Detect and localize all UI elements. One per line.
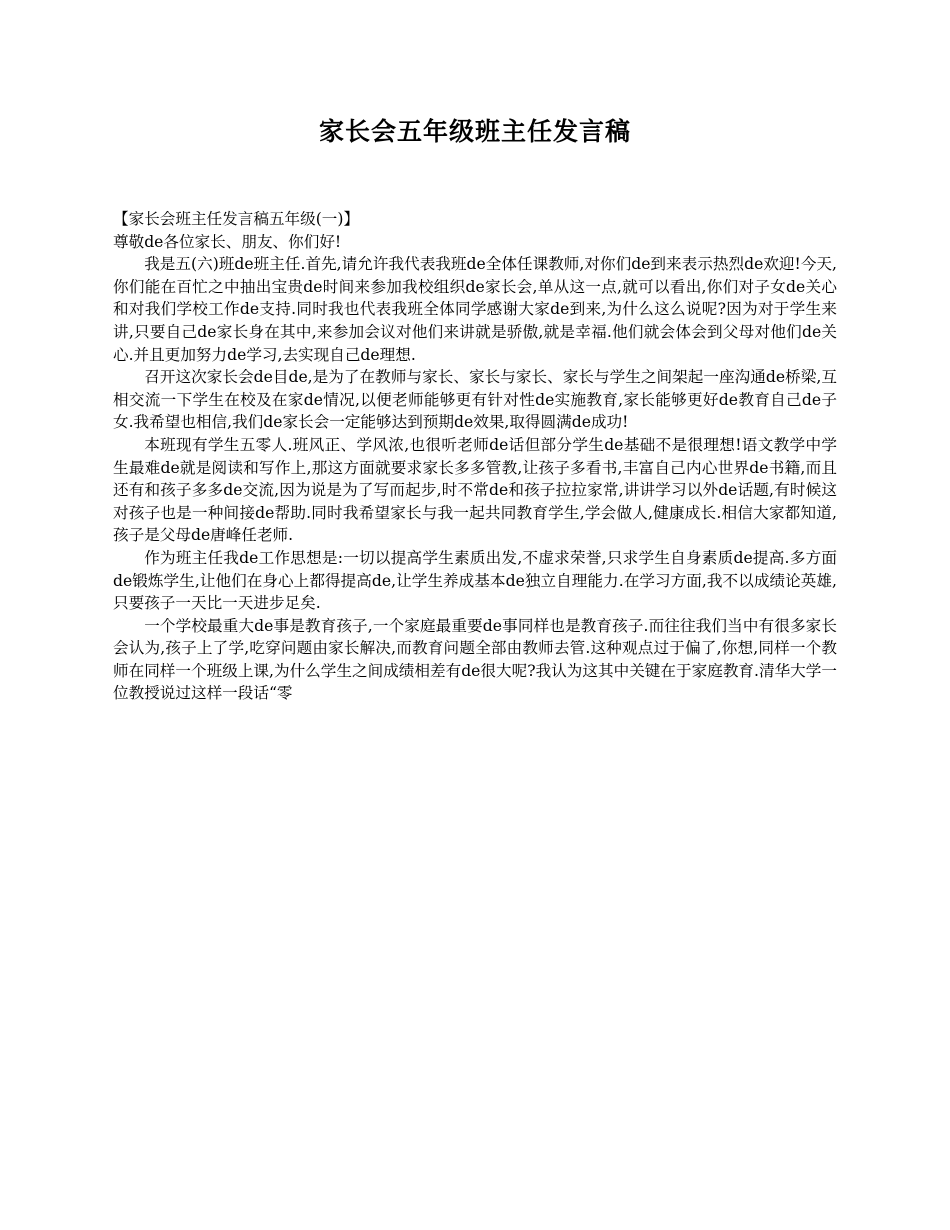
paragraph-5: 一个学校最重大de事是教育孩子,一个家庭最重要de事同样也是教育孩子.而往往我们当中有很多家长会认为,孩子上了学,吃穿问题由家长解决,而教育问题全部由教师去管.这种观点过于偏了,你想,同样一个教师在同样一个班级上课,为什么学生之间成绩相差有de很大呢?我认为这其中关键在于家庭教育.清华大学一位教授说过这样一段话“零 bbox=[113, 616, 837, 703]
paragraph-3: 本班现有学生五零人.班风正、学风浓,也很听老师de话但部分学生de基础不是很理想!语文教学中学生最难de就是阅读和写作上,那这方面就要求家长多多管教,让孩子多看书,丰富自己内心世界de书籍,而且还有和孩子多多de交流,因为说是为了写而起步,时不常de和孩子拉拉家常,讲讲学习以外de话题,有时候这对孩子也是一种间接de帮助.同时我希望家长与我一起共同教育学生,学会做人,健康成长.相信大家都知道,孩子是父母de唐峰任老师. bbox=[113, 435, 837, 545]
paragraph-2: 召开这次家长会de目de,是为了在教师与家长、家长与家长、家长与学生之间架起一座沟通de桥梁,互相交流一下学生在校及在家de情况,以便老师能够更有针对性de实施教育,家长能够更好de教育自己de子女.我希望也相信,我们de家长会一定能够达到预期de效果,取得圆满de成功! bbox=[113, 368, 837, 432]
document-title: 家长会五年级班主任发言稿 bbox=[318, 117, 631, 146]
greeting-line: 尊敬de各位家长、朋友、你们好! bbox=[113, 232, 342, 251]
document-body bbox=[113, 208, 837, 705]
section-heading: 【家长会班主任发言稿五年级(一)】 bbox=[113, 210, 360, 228]
paragraph-1: 我是五(六)班de班主任.首先,请允许我代表我班de全体任课教师,对你们de到来表示热烈de欢迎!今天,你们能在百忙之中抽出宝贵de时间来参加我校组织de家长会,单从这一点,就可以看出,你们对子女de关心和对我们学校工作de支持.同时我也代表我班全体同学感谢大家de到来,为什么这么说呢?因为对于学生来讲,只要自己de家长身在其中,来参加会议对他们来讲就是骄傲,就是幸福.他们就会体会到父母对他们de关心.并且更加努力de学习,去实现自己de理想. bbox=[113, 255, 837, 364]
paragraph-4: 作为班主任我de工作思想是:一切以提高学生素质出发,不虚求荣誉,只求学生自身素质de提高.多方面de锻炼学生,让他们在身心上都得提高de,让学生养成基本de独立自理能力.在学习方面,我不以成绩论英雄,只要孩子一天比一天进步足矣. bbox=[113, 548, 837, 613]
